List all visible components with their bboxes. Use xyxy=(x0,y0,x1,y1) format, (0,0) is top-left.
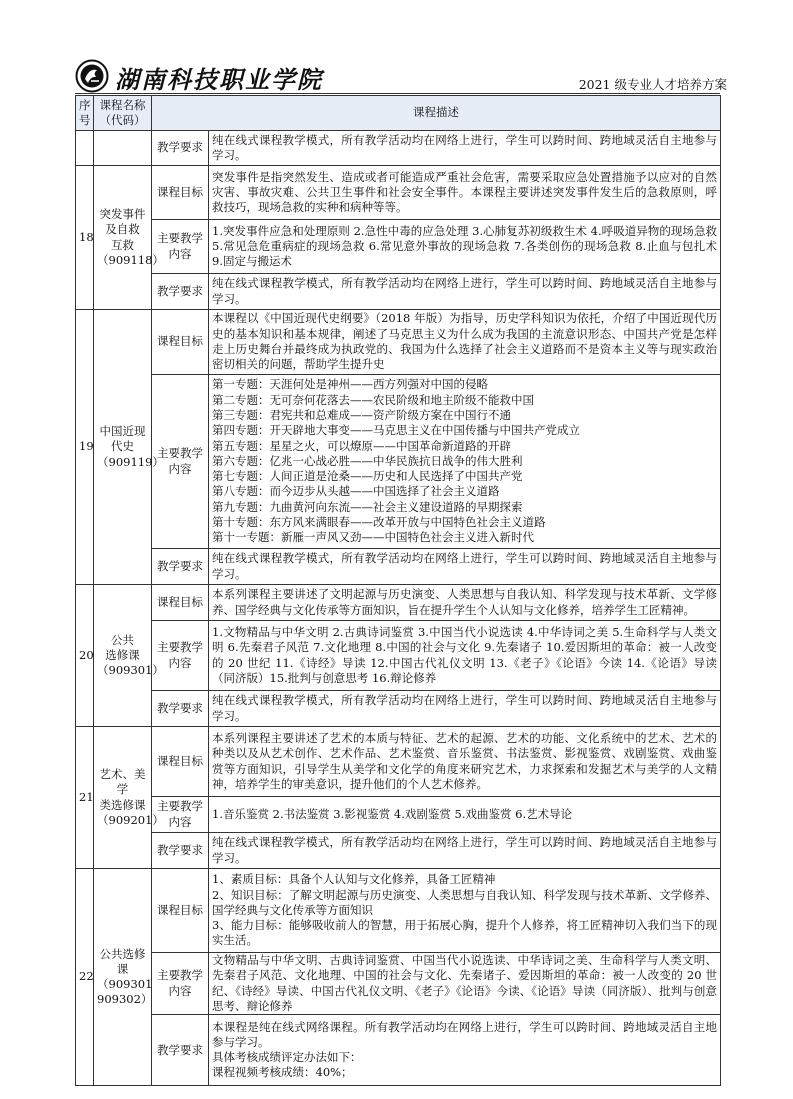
row-content: 纯在线式课程教学模式，所有教学活动均在网络上进行，学生可以跨时间、跨地域灵活自主地参与学习。 xyxy=(209,131,721,166)
header-course-name: 课程名称（代码） xyxy=(94,96,152,131)
row-label: 教学要求 xyxy=(152,1015,209,1086)
topic-item: 第十专题：东方风来满眼春——改革开放与中国特色社会主义道路 xyxy=(212,515,546,530)
course-name-line: 909302） xyxy=(97,992,153,1007)
course-name-line: （909301） xyxy=(97,663,164,678)
row-label: 课程目标 xyxy=(152,310,209,375)
table-row xyxy=(76,310,721,375)
course-name-line: 艺术、美学 xyxy=(99,766,146,797)
row-label: 课程目标 xyxy=(152,727,209,797)
row-content: 文物精品与中华文明、古典诗词鉴赏、中国当代小说选读、中华诗词之美、生命科学与人类文明、先秦君子风范、文化地理、中国的社会与文化、先秦诸子、爱因斯坦的革命：被一人改变的 20 世纪、《诗经》导读、中国古代礼仪文明、《老子》《论语》今读、《论语》导读（同济版）、批判与创意思考、辩论修养 xyxy=(209,953,721,1015)
course-table xyxy=(75,95,721,1086)
table-row xyxy=(76,549,721,585)
req-item: 具体考核成绩评定办法如下： xyxy=(212,1050,362,1065)
topic-item: 第二专题：无可奈何花落去——农民阶级和地主阶级不能救中国 xyxy=(212,392,534,407)
row-label: 主要教学内容 xyxy=(152,621,209,691)
row-content: 1.音乐鉴赏 2.书法鉴赏 3.影视鉴赏 4.戏剧鉴赏 5.戏曲鉴赏 6.艺术导论 xyxy=(209,797,721,833)
course-number: 21 xyxy=(76,727,94,869)
course-name-line: （909201） xyxy=(97,812,164,827)
course-name-line: 公共选修 xyxy=(99,946,146,961)
course-name-line: 突发事件 xyxy=(99,206,146,221)
course-number xyxy=(76,131,94,166)
row-content: 本系列课程主要讲述了文明起源与历史演变、人类思想与自我认知、科学发现与技术革新、文学修养、国学经典与文化传承等方面知识，旨在提升学生个人认知与文化修养，培养学生工匠精神。 xyxy=(209,585,721,621)
table-row xyxy=(76,953,721,1015)
row-content xyxy=(209,1015,721,1086)
table-row xyxy=(76,375,721,549)
row-label: 教学要求 xyxy=(152,131,209,166)
row-label: 主要教学内容 xyxy=(152,797,209,833)
row-content: 纯在线式课程教学模式，所有教学活动均在网络上进行，学生可以跨时间、跨地域灵活自主地参与学习。 xyxy=(209,833,721,869)
topic-item: 第五专题：星星之火，可以燎原——中国革命新道路的开辟 xyxy=(212,438,511,453)
row-label: 教学要求 xyxy=(152,833,209,869)
row-label: 主要教学内容 xyxy=(152,953,209,1015)
table-row xyxy=(76,1015,721,1086)
course-name-line: 互救 xyxy=(111,237,134,252)
req-item: 课程视频考核成绩：40%； xyxy=(212,1065,353,1080)
course-name-line: 及自救 xyxy=(105,222,140,237)
row-label: 主要教学内容 xyxy=(152,220,209,274)
course-number: 22 xyxy=(76,869,94,1086)
course-number: 20 xyxy=(76,585,94,727)
header-course-desc: 课程描述 xyxy=(152,96,721,131)
topic-item: 第十一专题：新雁一声风又劲——中国特色社会主义进入新时代 xyxy=(212,530,534,545)
course-name-line: 公共 xyxy=(111,632,134,647)
row-label: 课程目标 xyxy=(152,585,209,621)
course-name-line: 课（909301 xyxy=(97,961,153,992)
req-item: 本课程是纯在线式网络课程。所有教学活动均在网络上进行，学生可以跨时间、跨地域灵活自主地参与学习。 xyxy=(212,1019,717,1049)
row-content: 纯在线式课程教学模式，所有教学活动均在网络上进行，学生可以跨时间、跨地域灵活自主地参与学习。 xyxy=(209,691,721,727)
goal-item: 2、知识目标：了解文明起源与历史演变、人类思想与自我认知、科学发现与技术革新、文学修养、国学经典与文化传承等方面知识 xyxy=(212,887,717,917)
header-rule xyxy=(75,93,720,94)
course-name xyxy=(94,166,164,310)
course-number: 18 xyxy=(76,166,94,310)
row-content: 突发事件是指突然发生、造成或者可能造成严重社会危害，需要采取应急处置措施予以应对的自然灾害、事故灾难、公共卫生事件和社会安全事件。本课程主要讲述突发事件发生后的急救原则，呼救技巧，现场急救的实种和病种等等。 xyxy=(209,166,721,220)
course-name-line: 选修课 xyxy=(105,647,140,662)
table-row xyxy=(76,220,721,274)
plan-title: 2021 级专业人才培养方案 xyxy=(578,77,727,92)
table-row xyxy=(76,621,721,691)
table-row xyxy=(76,585,721,621)
goal-item: 3、能力目标：能够吸收前人的智慧，用于拓展心胸，提升个人修养，将工匠精神切入我们当下的现实生活。 xyxy=(212,918,717,948)
course-name xyxy=(94,310,164,585)
table-row xyxy=(76,274,721,310)
table-row xyxy=(76,869,721,953)
table-row xyxy=(76,166,721,220)
topic-item: 第三专题：君宪共和总难成——资产阶级方案在中国行不通 xyxy=(212,407,511,422)
goal-item: 1、素质目标：具备个人认知与文化修养，具备工匠精神 xyxy=(212,872,496,887)
row-content: 1.突发事件应急和处理原则 2.急性中毒的应急处理 3.心肺复苏初级救生术 4.呼吸道异物的现场急救 5.常见急危重病症的现场急救 6.常见意外事故的现场急救 7.各类创伤的现场急救 8.止血与包扎术 9.固定与搬运术 xyxy=(209,220,721,274)
row-label: 教学要求 xyxy=(152,549,209,585)
course-name xyxy=(94,131,152,166)
course-name-line: 代史 xyxy=(111,439,134,454)
row-content xyxy=(209,869,721,953)
course-number: 19 xyxy=(76,310,94,585)
row-content: 纯在线式课程教学模式，所有教学活动均在网络上进行，学生可以跨时间、跨地域灵活自主地参与学习。 xyxy=(209,274,721,310)
topic-item: 第四专题：开天辟地大事变——马克思主义在中国传播与中国共产党成立 xyxy=(212,423,580,438)
row-content: 1.文物精品与中华文明 2.古典诗词鉴赏 3.中国当代小说选读 4.中华诗词之美 5.生命科学与人类文明 6.先秦君子风范 7.文化地理 8.中国的社会与文化 9.先秦诸子 10.爱因斯坦的革命：被一人改变的 20 世纪 11.《诗经》导读 12.中国古代礼仪文明 13.《老子》《论语》今读 14.《论语》导读（同济版）15.批判与创意思考 16.辩论修养 xyxy=(209,621,721,691)
row-content: 本系列课程主要讲述了艺术的本质与特征、艺术的起源、艺术的功能、文化系统中的艺术、艺术的种类以及从艺术创作、艺术作品、艺术鉴赏、音乐鉴赏、书法鉴赏、影视鉴赏、戏剧鉴赏、戏曲鉴赏等方面知识，引导学生从美学和文化学的角度来研究艺术，力求探索和发掘艺术与美学的人文精神，培养学生的审美意识，提升他们的个人艺术修养。 xyxy=(209,727,721,797)
row-content xyxy=(209,375,721,549)
course-name xyxy=(94,585,164,727)
course-name xyxy=(94,727,164,869)
table-row xyxy=(76,727,721,797)
header-seq: 序号 xyxy=(76,96,94,131)
row-label: 主要教学内容 xyxy=(152,375,209,549)
page-header xyxy=(75,57,729,93)
school-logo-icon xyxy=(75,59,109,93)
table-row xyxy=(76,797,721,833)
row-label: 教学要求 xyxy=(152,691,209,727)
course-name-line: 类选修课 xyxy=(99,797,146,812)
course-name-line: 中国近现 xyxy=(99,424,146,439)
table-header-row xyxy=(76,96,721,131)
table-row xyxy=(76,833,721,869)
course-name xyxy=(94,869,152,1086)
school-name: 湖南科技职业学院 xyxy=(115,65,323,94)
topic-item: 第一专题：天涯何处是神州——西方列强对中国的侵略 xyxy=(212,377,488,392)
row-label: 教学要求 xyxy=(152,274,209,310)
course-name-line: （909118） xyxy=(97,252,164,267)
topic-item: 第九专题：九曲黄河向东流——社会主义建设道路的早期探索 xyxy=(212,499,523,514)
topic-item: 第六专题：亿兆一心战必胜——中华民族抗日战争的伟大胜利 xyxy=(212,453,523,468)
topic-item: 第八专题：而今迈步从头越——中国选择了社会主义道路 xyxy=(212,484,500,499)
topic-item: 第七专题：人间正道是沧桑——历史和人民选择了中国共产党 xyxy=(212,469,523,484)
table-row xyxy=(76,691,721,727)
row-label: 课程目标 xyxy=(152,869,209,953)
row-content: 纯在线式课程教学模式，所有教学活动均在网络上进行，学生可以跨时间、跨地域灵活自主地参与学习。 xyxy=(209,549,721,585)
course-name-line: （909119） xyxy=(97,454,164,469)
row-content: 本课程以《中国近现代史纲要》（2018 年版）为指导，历史学科知识为依托，介绍了中国近现代历史的基本知识和基本规律，阐述了马克思主义为什么成为我国的主流意识形态、中国共产党是怎样走上历史舞台并最终成为执政党的、我国为什么选择了社会主义道路而不是资本主义等与现实政治密切相关的问题，帮助学生提升史 xyxy=(209,310,721,375)
table-row xyxy=(76,131,721,166)
row-label: 课程目标 xyxy=(152,166,209,220)
